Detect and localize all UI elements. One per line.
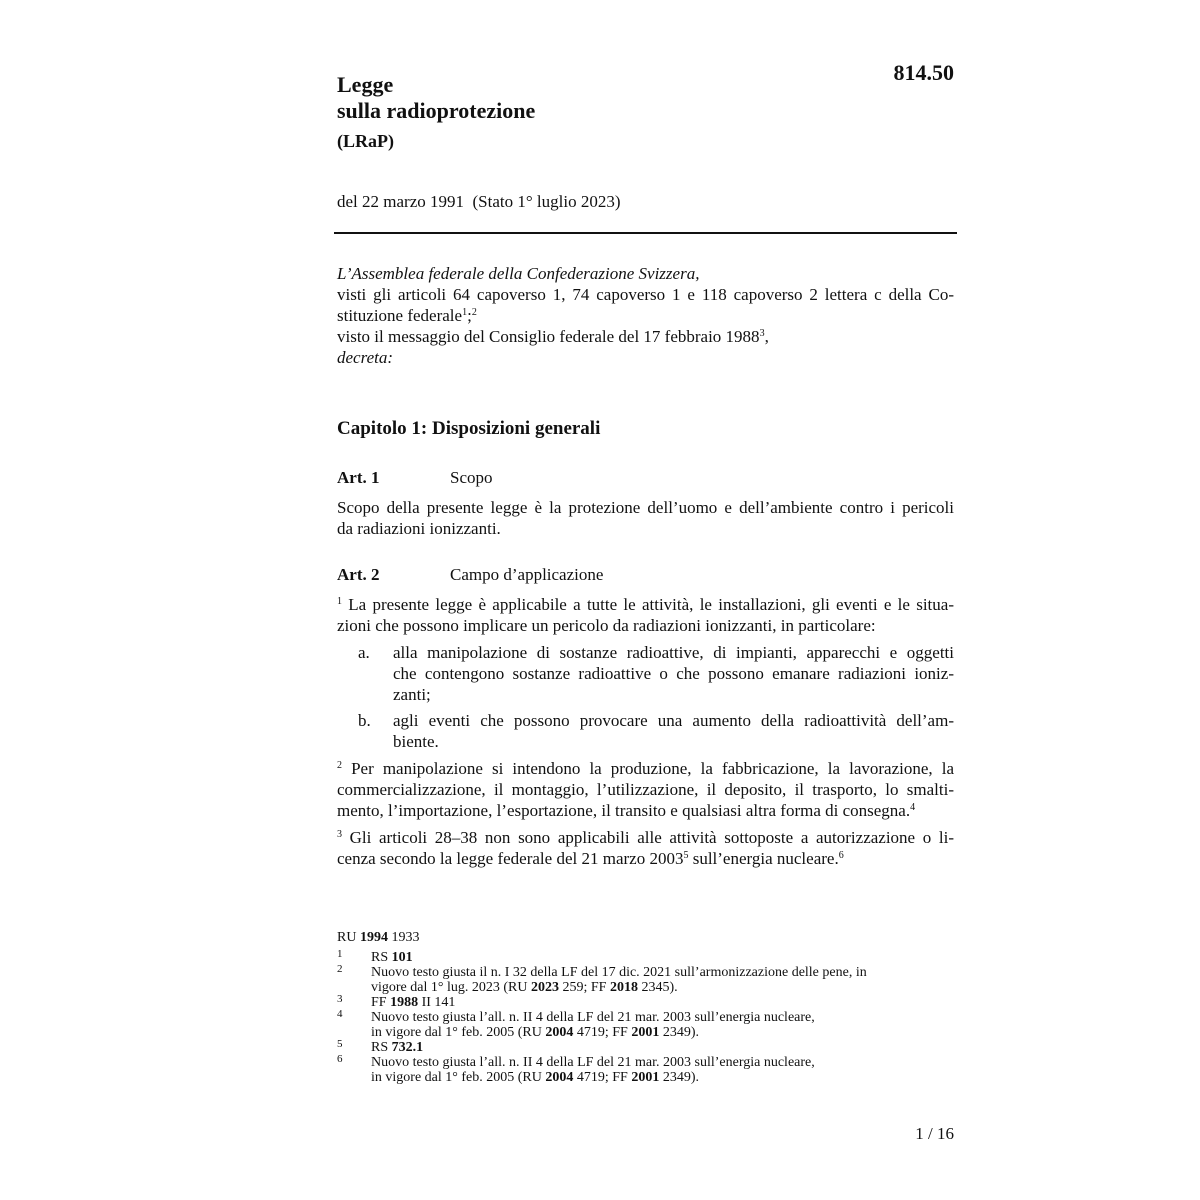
article-title: Scopo — [450, 468, 493, 487]
page-number: 1 / 16 — [915, 1124, 954, 1143]
preamble-assembly: L’Assemblea federale della Confederazione Svizzera, — [337, 264, 700, 283]
footnote-ref: 5 — [683, 850, 689, 861]
paragraph-number: 1 — [337, 596, 342, 607]
list-item: a. alla manipolazione di sostanze radioattive, di impianti, apparecchi e oggetti che contengono sostanze radioattive o che possono emanare radiazioni ioniz- zanti; — [358, 643, 954, 704]
footnote: 5 RS 732.1 — [337, 1038, 424, 1055]
footnotes — [337, 930, 954, 1085]
list-item: b. agli eventi che possono provocare una aumento della radioattività dell’am- biente. — [358, 711, 954, 751]
date-text: del 22 marzo 1991 — [337, 192, 464, 211]
title-line-1: Legge — [337, 72, 394, 97]
document-title — [337, 72, 535, 152]
chapter-heading: Capitolo 1: Disposizioni generali — [337, 418, 601, 439]
preamble-visti-line1: visti gli articoli 64 capoverso 1, 74 capoverso 1 e 118 capoverso 2 lettera c della Co- — [337, 285, 954, 304]
official-compilation-ref: RU 1994 1933 — [337, 930, 420, 945]
list-letter: b. — [358, 711, 371, 730]
title-abbreviation: (LRaP) — [337, 131, 394, 151]
article-title: Campo d’applicazione — [450, 565, 604, 584]
preamble-decreta: decreta: — [337, 348, 394, 367]
enactment-date — [337, 192, 621, 212]
sr-number: 814.50 — [893, 60, 954, 85]
article-number: Art. 1 — [337, 468, 380, 487]
preamble-visto: visto il messaggio del Consiglio federale del 17 febbraio 1988$^3$, — [337, 327, 769, 346]
article-2-paragraph-2: $^2$ Per manipolazione si intendono la produzione, la fabbricazione, la lavorazione, la commercializzazione, il montaggio, l’utilizzazione, il deposito, il trasporto, lo smalti- mento, l’importazione, l’esportazione, il transito e qualsiasi altra forma di consegna.$^4$ — [337, 759, 954, 820]
footnote-ref: 3 — [759, 328, 765, 339]
footnote: 6 Nuovo testo giusta l’all. n. II 4 della LF del 21 mar. 2003 sull’energia nucleare, in vigore dal 1° feb. 2005 (RU 2004 4719; FF 2001 2349). — [337, 1053, 815, 1085]
article-number: Art. 2 — [337, 565, 380, 584]
article-2-paragraph-1: $^1$ La presente legge è applicabile a tutte le attività, le installazioni, gli eventi e le situa- zioni che possono implicare un pericolo da radiazioni ionizzanti, in particolare: — [337, 595, 954, 635]
preamble-visti-line2: stituzione federale$^1$;$^2$ — [337, 306, 477, 325]
footnote-ref: 2 — [471, 307, 477, 318]
article-1-text: Scopo della presente legge è la protezione dell’uomo e dell’ambiente contro i pericoli da radiazioni ionizzanti. — [337, 498, 954, 538]
article-heading — [337, 468, 493, 488]
list-letter: a. — [358, 643, 370, 662]
paragraph-number: 2 — [337, 760, 342, 771]
paragraph-number: 3 — [337, 829, 342, 840]
footnote-ref: 6 — [838, 850, 844, 861]
footnote-ref: 1 — [462, 307, 468, 318]
document-page — [337, 0, 957, 1200]
title-line-2: sulla radioprotezione — [337, 98, 536, 123]
preamble — [337, 263, 954, 368]
footnote: 2 Nuovo testo giusta il n. I 32 della LF del 17 dic. 2021 sull’armonizzazione delle pene, in vigore dal 1° lug. 2023 (RU 2023 259; FF 2018 2345). — [337, 963, 867, 995]
article-2-paragraph-3: $^3$ Gli articoli 28–38 non sono applicabili alle attività sottoposte a autorizzazione o li- cenza secondo la legge federale del 21 marzo 2003$^5$ sull’energia nucleare.$^6$ — [337, 828, 954, 868]
footnote: 3 FF 1988 II 141 — [337, 993, 456, 1010]
state-text: (Stato 1° luglio 2023) — [472, 192, 621, 211]
footnote: 1 RS 101 — [337, 948, 413, 965]
footnote-ref: 4 — [910, 802, 916, 813]
footnote: 4 Nuovo testo giusta l’all. n. II 4 della LF del 21 mar. 2003 sull’energia nucleare, in vigore dal 1° feb. 2005 (RU 2004 4719; FF 2001 2349). — [337, 1008, 815, 1040]
header-divider — [334, 232, 957, 234]
article-heading — [337, 565, 603, 585]
